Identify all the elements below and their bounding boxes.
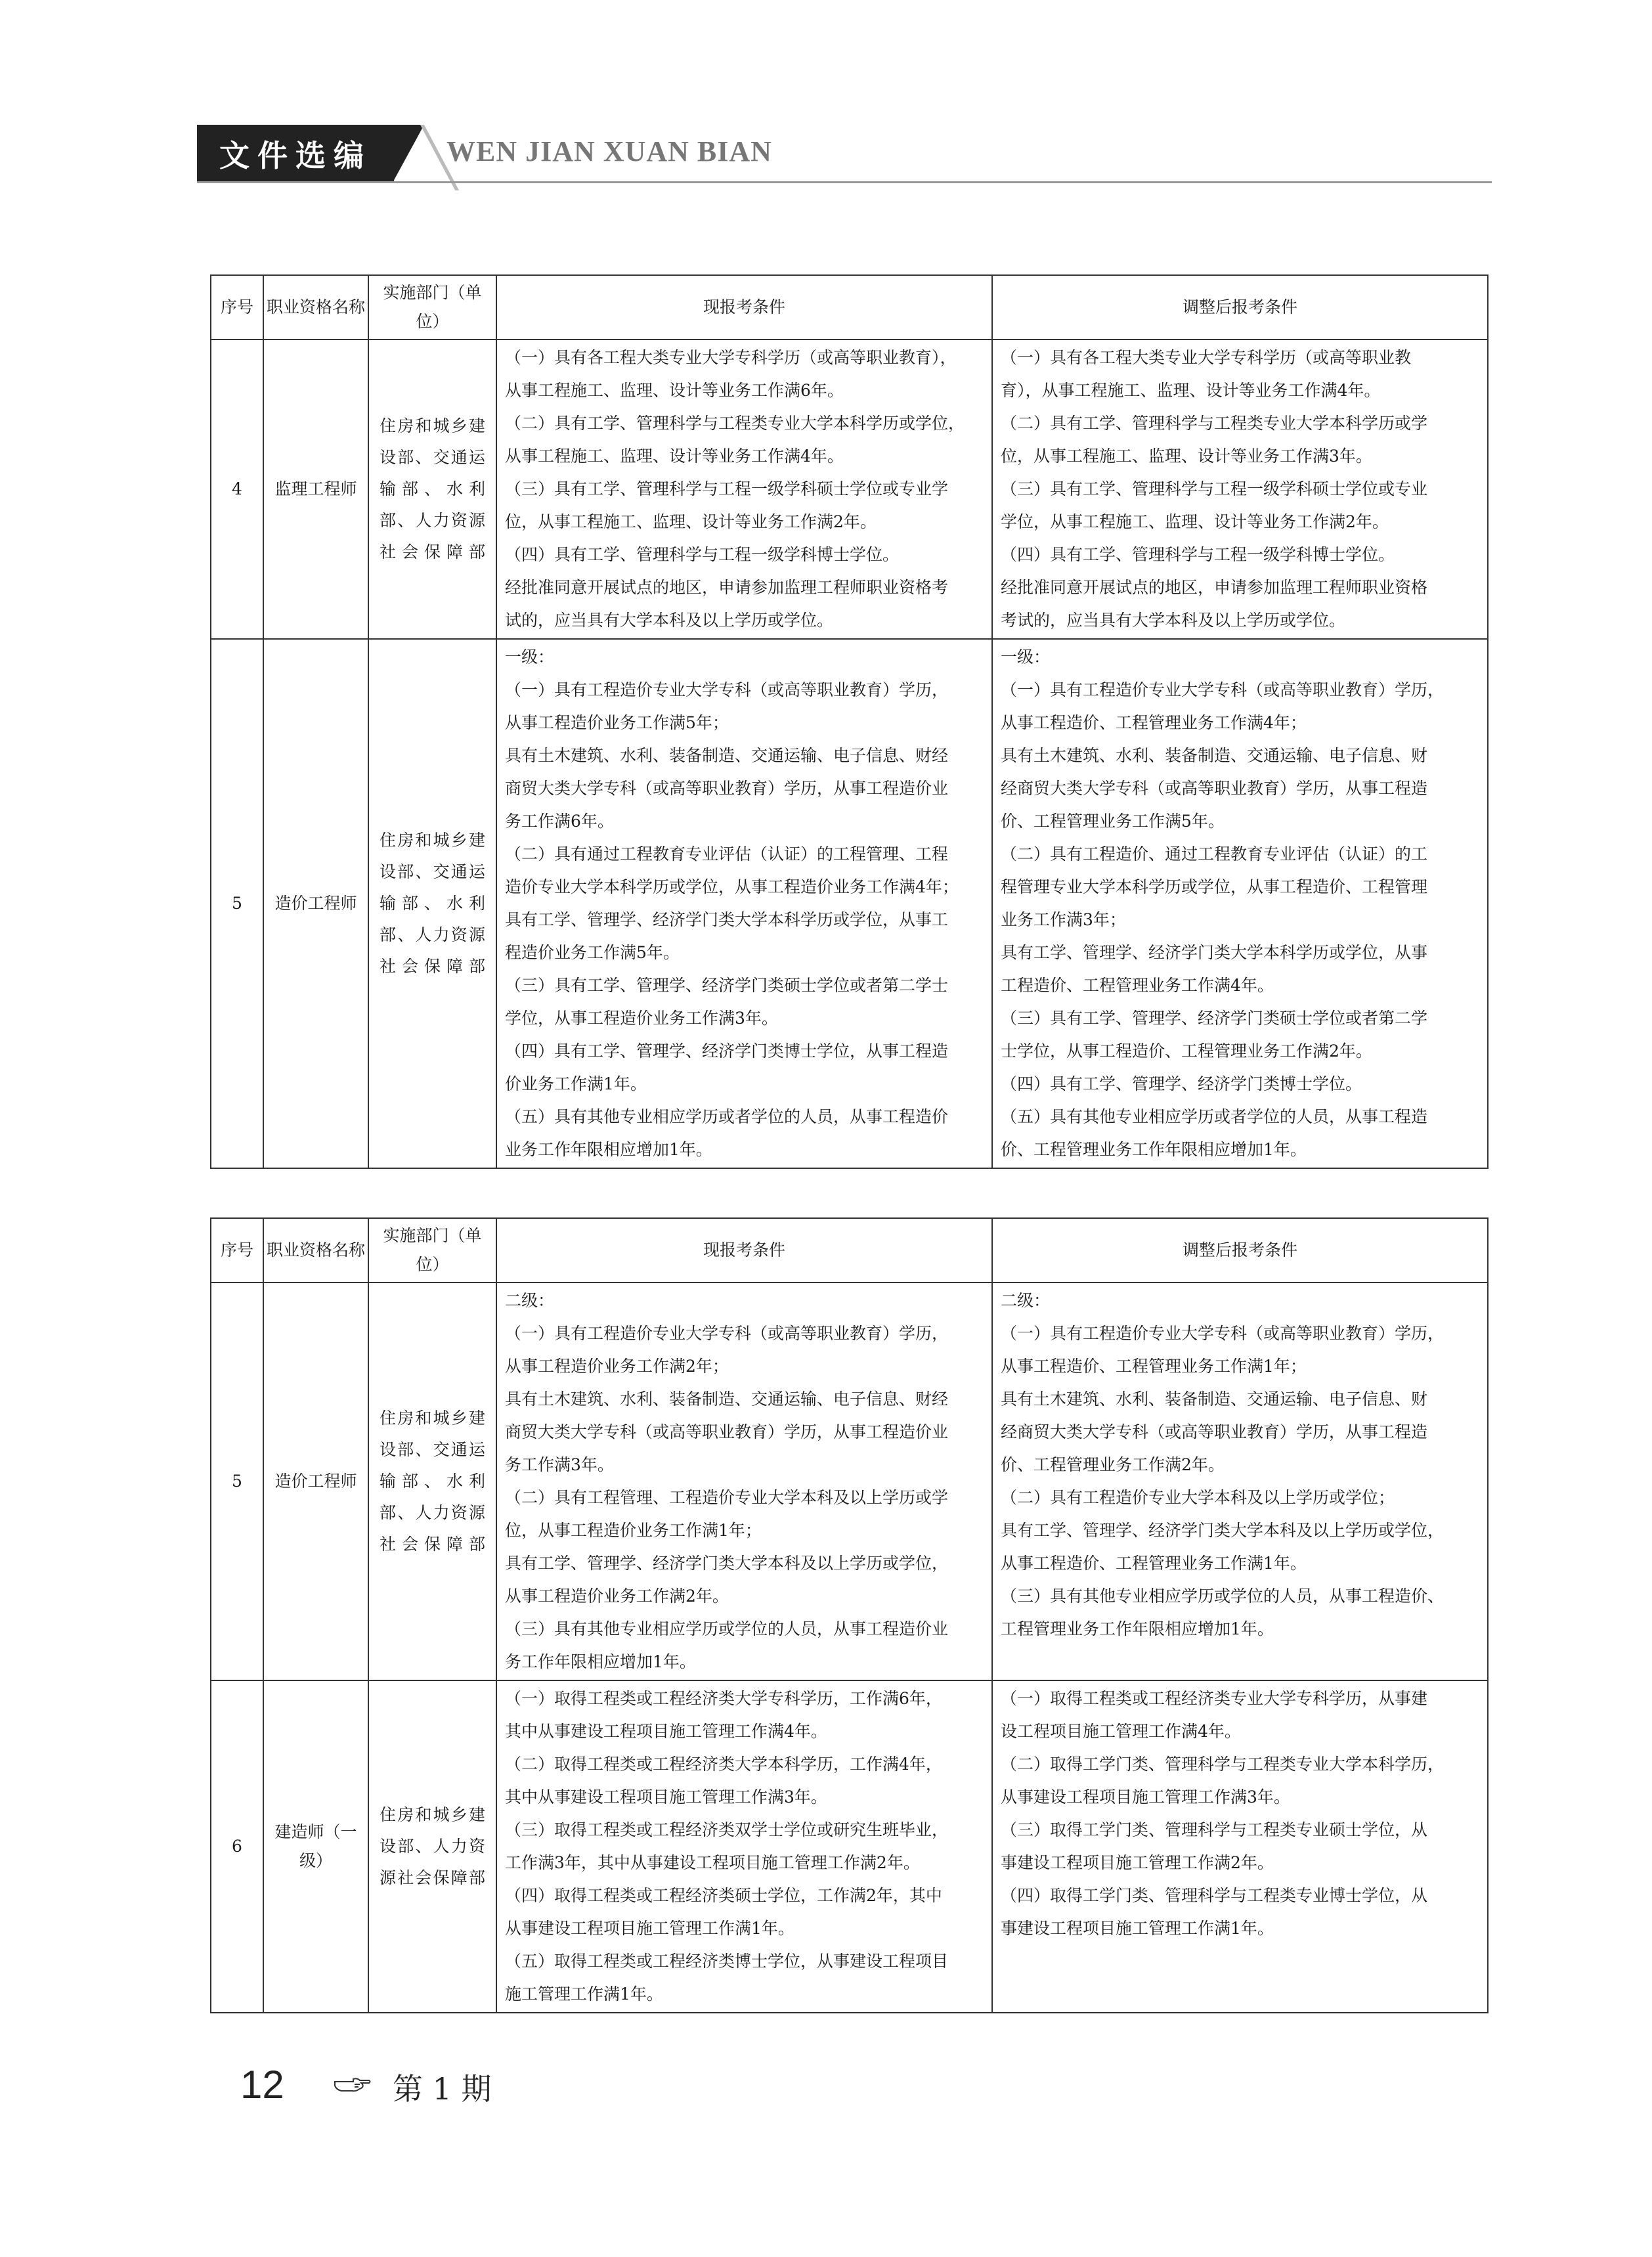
adjusted-text-line: （三）具有工学、管理学、经济学门类硕士学位或者第二学: [1001, 1009, 1428, 1028]
section-badge-label: 文件选编: [219, 138, 372, 173]
cell-name: 建造师（一级）: [263, 1680, 368, 2013]
current-text-line: （三）具有工学、管理学、经济学门类硕士学位或者第二学士: [505, 976, 949, 995]
col-header-dept: 实施部门（单位）: [368, 275, 496, 340]
table-row: [211, 1282, 1488, 1680]
current-text-line: 从事工程造价业务工作满2年；: [505, 1357, 729, 1376]
page-number: 12: [240, 2063, 284, 2107]
current-text-line: 具有工学、管理学、经济学门类大学本科及以上学历或学位，: [505, 1554, 949, 1573]
current-text-line: （一）具有工程造价专业大学专科（或高等职业教育）学历，: [505, 1324, 949, 1343]
current-text-line: （一）具有工程造价专业大学专科（或高等职业教育）学历，: [505, 680, 949, 699]
adjusted-text-line: 工程造价、工程管理业务工作满4年。: [1001, 976, 1274, 995]
adjusted-text-line: （三）具有工学、管理科学与工程一级学科硕士学位或专业: [1001, 479, 1428, 498]
badge-slant-decoration: [393, 125, 424, 183]
current-text-line: 业务工作年限相应增加1年。: [505, 1140, 712, 1159]
cell-adjusted: [992, 639, 1488, 1168]
cell-adjusted: [992, 1282, 1488, 1680]
cell-current: [496, 340, 992, 639]
col-header-name: 职业资格名称: [263, 1218, 368, 1282]
adjusted-text-line: 从事建设工程项目施工管理工作满3年。: [1001, 1787, 1290, 1807]
cell-dept: 住房和城乡建设部、人力资源社会保障部: [368, 1680, 496, 2013]
adjusted-text-line: 工程管理业务工作年限相应增加1年。: [1001, 1619, 1274, 1638]
col-header-name: 职业资格名称: [263, 275, 368, 340]
adjusted-text-line: （二）具有工学、管理科学与工程类专业大学本科学历或学: [1001, 414, 1428, 433]
current-text-line: （五）取得工程类或工程经济类博士学位，从事建设工程项目: [505, 1952, 949, 1971]
current-text-line: 从事建设工程项目施工管理工作满1年。: [505, 1919, 794, 1938]
adjusted-text-line: （一）取得工程类或工程经济类专业大学专科学历，从事建: [1001, 1689, 1428, 1708]
current-text-line: 其中从事建设工程项目施工管理工作满4年。: [505, 1722, 827, 1741]
current-text-line: （一）取得工程类或工程经济类大学专科学历，工作满6年，: [505, 1689, 942, 1708]
cell-no: 5: [211, 639, 263, 1168]
adjusted-text-line: （一）具有各工程大类专业大学专科学历（或高等职业教: [1001, 348, 1412, 367]
adjusted-text-line: 二级：: [1001, 1291, 1051, 1310]
adjusted-text-line: 士学位，从事工程造价、工程管理业务工作满2年。: [1001, 1041, 1372, 1061]
current-text-line: 价业务工作满1年。: [505, 1074, 647, 1093]
current-text-line: 位，从事工程施工、监理、设计等业务工作满2年。: [505, 512, 877, 531]
current-text-line: （四）具有工学、管理学、经济学门类博士学位，从事工程造: [505, 1041, 949, 1061]
adjusted-text-line: 具有工学、管理学、经济学门类大学本科学历或学位，从事: [1001, 943, 1428, 962]
current-text-line: 经批准同意开展试点的地区，申请参加监理工程师职业资格考: [505, 578, 949, 597]
current-text-line: 试的，应当具有大学本科及以上学历或学位。: [505, 611, 834, 630]
adjusted-text-line: （四）具有工学、管理科学与工程一级学科博士学位。: [1001, 545, 1395, 564]
table-header-row: [211, 1218, 1488, 1282]
current-text-line: 其中从事建设工程项目施工管理工作满3年。: [505, 1787, 827, 1807]
current-text-line: 程造价业务工作满5年。: [505, 943, 680, 962]
adjusted-text-line: （四）具有工学、管理学、经济学门类博士学位。: [1001, 1074, 1362, 1093]
adjusted-text-line: （三）具有其他专业相应学历或学位的人员，从事工程造价、: [1001, 1587, 1445, 1606]
col-header-no: 序号: [211, 275, 263, 340]
adjusted-text-line: 从事工程造价、工程管理业务工作满1年。: [1001, 1554, 1307, 1573]
adjusted-text-line: 具有土木建筑、水利、装备制造、交通运输、电子信息、财: [1001, 746, 1428, 765]
adjusted-text-line: （二）具有工程造价、通过工程教育专业评估（认证）的工: [1001, 844, 1428, 864]
current-text-line: （三）取得工程类或工程经济类双学士学位或研究生班毕业，: [505, 1820, 949, 1839]
cell-name: 造价工程师: [263, 639, 368, 1168]
cell-no: 5: [211, 1282, 263, 1680]
current-text-line: 从事工程造价业务工作满2年。: [505, 1587, 729, 1606]
current-text-line: 位，从事工程造价业务工作满1年；: [505, 1521, 762, 1540]
adjusted-text-line: 经商贸大类大学专科（或高等职业教育）学历，从事工程造: [1001, 1422, 1428, 1441]
current-text-line: 从事工程施工、监理、设计等业务工作满4年。: [505, 447, 844, 466]
cell-adjusted: [992, 340, 1488, 639]
issue-label: 第 1 期: [393, 2071, 492, 2107]
cell-current: [496, 639, 992, 1168]
cell-no: 6: [211, 1680, 263, 2013]
current-text-line: （二）取得工程类或工程经济类大学本科学历，工作满4年，: [505, 1755, 942, 1774]
adjusted-text-line: 事建设工程项目施工管理工作满2年。: [1001, 1853, 1274, 1872]
adjusted-text-line: 具有工学、管理学、经济学门类大学本科及以上学历或学位，: [1001, 1521, 1445, 1540]
current-text-line: 从事工程造价业务工作满5年；: [505, 713, 729, 732]
adjusted-text-line: 价、工程管理业务工作年限相应增加1年。: [1001, 1140, 1307, 1159]
current-text-line: 一级：: [505, 647, 555, 667]
col-header-adjusted: 调整后报考条件: [992, 275, 1488, 340]
adjusted-text-line: 从事工程造价、工程管理业务工作满1年；: [1001, 1357, 1307, 1376]
adjusted-text-line: 经商贸大类大学专科（或高等职业教育）学历，从事工程造: [1001, 779, 1428, 798]
current-text-line: （二）具有工程管理、工程造价专业大学本科及以上学历或学: [505, 1488, 949, 1507]
current-text-line: 造价专业大学本科学历或学位，从事工程造价业务工作满4年；: [505, 877, 959, 896]
current-text-line: 务工作满6年。: [505, 812, 614, 831]
current-text-line: （二）具有工学、管理科学与工程类专业大学本科学历或学位，: [505, 414, 965, 433]
current-text-line: 二级：: [505, 1291, 555, 1310]
cell-no: 4: [211, 340, 263, 639]
current-text-line: 具有土木建筑、水利、装备制造、交通运输、电子信息、财经: [505, 746, 949, 765]
current-text-line: 具有土木建筑、水利、装备制造、交通运输、电子信息、财经: [505, 1390, 949, 1409]
current-text-line: （三）具有其他专业相应学历或学位的人员，从事工程造价业: [505, 1619, 949, 1638]
pointing-hand-icon: [334, 2075, 372, 2093]
adjusted-text-line: 育），从事工程施工、监理、设计等业务工作满4年。: [1001, 381, 1381, 400]
col-header-current: 现报考条件: [496, 1218, 992, 1282]
current-text-line: （五）具有其他专业相应学历或者学位的人员，从事工程造价: [505, 1107, 949, 1126]
requirements-table-1: [210, 274, 1489, 1169]
adjusted-text-line: （一）具有工程造价专业大学专科（或高等职业教育）学历，: [1001, 680, 1445, 699]
current-text-line: 工作满3年，其中从事建设工程项目施工管理工作满2年。: [505, 1853, 920, 1872]
current-text-line: 务工作年限相应增加1年。: [505, 1652, 696, 1671]
adjusted-text-line: 程管理专业大学本科学历或学位，从事工程造价、工程管理: [1001, 877, 1428, 896]
col-header-adjusted: 调整后报考条件: [992, 1218, 1488, 1282]
adjusted-text-line: （三）取得工学门类、管理科学与工程类专业硕士学位，从: [1001, 1820, 1428, 1839]
requirements-table-2: [210, 1217, 1489, 2013]
current-text-line: 商贸大类大学专科（或高等职业教育）学历，从事工程造价业: [505, 779, 949, 798]
adjusted-text-line: 业务工作满3年；: [1001, 910, 1126, 929]
adjusted-text-line: （五）具有其他专业相应学历或者学位的人员，从事工程造: [1001, 1107, 1428, 1126]
adjusted-text-line: （四）取得工学门类、管理科学与工程类专业博士学位，从: [1001, 1886, 1428, 1905]
section-english-title: WEN JIAN XUAN BIAN: [446, 135, 772, 167]
current-text-line: （三）具有工学、管理科学与工程一级学科硕士学位或专业学: [505, 479, 949, 498]
current-text-line: 学位，从事工程造价业务工作满3年。: [505, 1009, 778, 1028]
cell-current: [496, 1680, 992, 2013]
table-row: [211, 1680, 1488, 2013]
current-text-line: （一）具有各工程大类专业大学专科学历（或高等职业教育），: [505, 348, 957, 367]
adjusted-text-line: 具有土木建筑、水利、装备制造、交通运输、电子信息、财: [1001, 1390, 1428, 1409]
current-text-line: 具有工学、管理学、经济学门类大学本科学历或学位，从事工: [505, 910, 949, 929]
adjusted-text-line: 一级：: [1001, 647, 1051, 667]
adjusted-text-line: 学位，从事工程施工、监理、设计等业务工作满2年。: [1001, 512, 1389, 531]
adjusted-text-line: 位，从事工程施工、监理、设计等业务工作满3年。: [1001, 447, 1372, 466]
table-row: [211, 340, 1488, 639]
current-text-line: （二）具有通过工程教育专业评估（认证）的工程管理、工程: [505, 844, 949, 864]
cell-dept: 住房和城乡建设部、交通运输部、水利部、人力资源社会保障部: [368, 1282, 496, 1680]
table-row: [211, 639, 1488, 1168]
adjusted-text-line: （一）具有工程造价专业大学专科（或高等职业教育）学历，: [1001, 1324, 1445, 1343]
current-text-line: 商贸大类大学专科（或高等职业教育）学历，从事工程造价业: [505, 1422, 949, 1441]
adjusted-text-line: 从事工程造价、工程管理业务工作满4年；: [1001, 713, 1307, 732]
cell-dept: 住房和城乡建设部、交通运输部、水利部、人力资源社会保障部: [368, 639, 496, 1168]
adjusted-text-line: 事建设工程项目施工管理工作满1年。: [1001, 1919, 1274, 1938]
current-text-line: （四）取得工程类或工程经济类硕士学位，工作满2年，其中: [505, 1886, 942, 1905]
cell-name: 造价工程师: [263, 1282, 368, 1680]
adjusted-text-line: 设工程项目施工管理工作满4年。: [1001, 1722, 1241, 1741]
current-text-line: （四）具有工学、管理科学与工程一级学科博士学位。: [505, 545, 900, 564]
section-badge: [197, 125, 394, 183]
current-text-line: 从事工程施工、监理、设计等业务工作满6年。: [505, 381, 844, 400]
adjusted-text-line: （二）具有工程造价专业大学本科及以上学历或学位；: [1001, 1488, 1395, 1507]
col-header-no: 序号: [211, 1218, 263, 1282]
cell-dept: 住房和城乡建设部、交通运输部、水利部、人力资源社会保障部: [368, 340, 496, 639]
cell-name: 监理工程师: [263, 340, 368, 639]
adjusted-text-line: 考试的，应当具有大学本科及以上学历或学位。: [1001, 611, 1346, 630]
adjusted-text-line: 经批准同意开展试点的地区，申请参加监理工程师职业资格: [1001, 578, 1428, 597]
adjusted-text-line: 价、工程管理业务工作满5年。: [1001, 812, 1225, 831]
col-header-dept: 实施部门（单位）: [368, 1218, 496, 1282]
current-text-line: 务工作满3年。: [505, 1455, 614, 1474]
cell-current: [496, 1282, 992, 1680]
adjusted-text-line: 价、工程管理业务工作满2年。: [1001, 1455, 1225, 1474]
col-header-current: 现报考条件: [496, 275, 992, 340]
table-header-row: [211, 275, 1488, 340]
header-rule: [197, 181, 1492, 183]
current-text-line: 施工管理工作满1年。: [505, 1984, 663, 2004]
cell-adjusted: [992, 1680, 1488, 2013]
adjusted-text-line: （二）取得工学门类、管理科学与工程类专业大学本科学历，: [1001, 1755, 1445, 1774]
